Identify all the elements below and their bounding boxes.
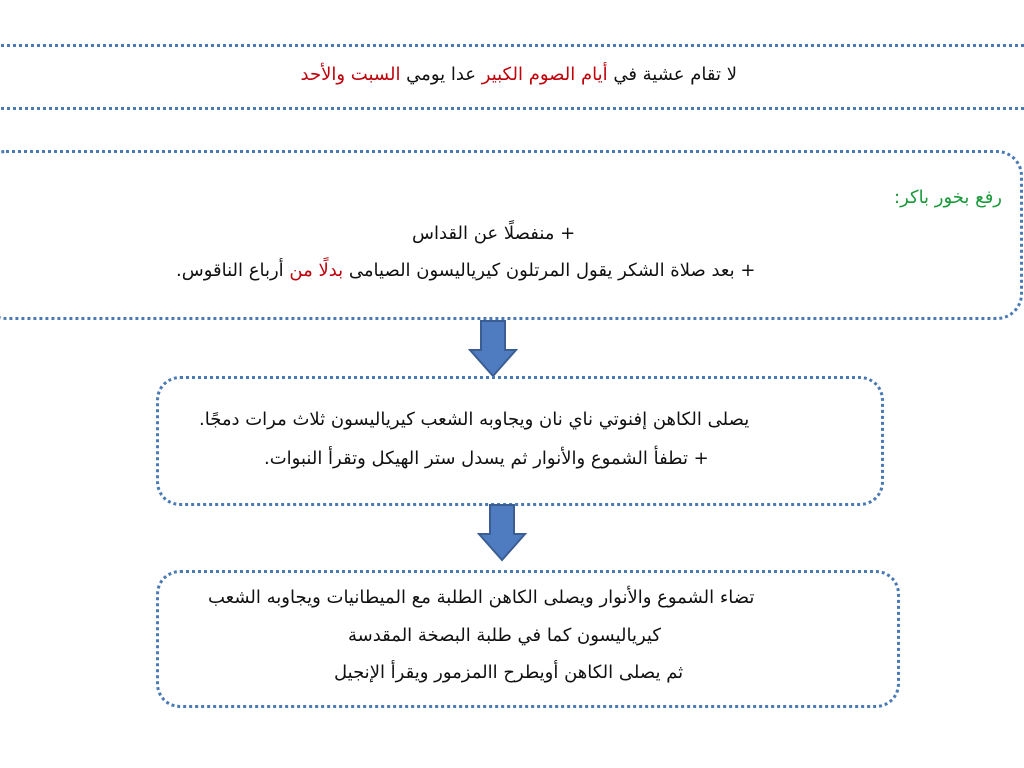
prayer-step-line2: + تطفأ الشموع والأنوار ثم يسدل ستر الهيكل وتقرأ النبوات. [264, 448, 709, 469]
morning-incense-line2-a: + بعد صلاة الشكر يقول المرتلون كيرياليسون الصيامى [343, 260, 756, 281]
prayer-step-line1: يصلى الكاهن إفنوتي ناي نان ويجاوبه الشعب كيرياليسون ثلاث مرات دمجًا. [199, 409, 750, 430]
morning-incense-title: رفع بخور باكر: [894, 187, 1002, 208]
down-arrow-icon [477, 504, 527, 562]
vespers-note-part1: لا تقام عشية في [607, 64, 737, 85]
litany-step-line1: تضاء الشموع والأنوار ويصلى الكاهن الطلبة مع الميطانيات ويجاوبه الشعب [208, 587, 755, 608]
morning-incense-line2-c: أرباع الناقوس. [176, 260, 290, 281]
vespers-note-highlight-days: السبت والأحد [300, 64, 401, 85]
vespers-note-highlight-fast: أيام الصوم الكبير [481, 64, 608, 85]
morning-incense-line2-highlight: بدلًا من [289, 260, 344, 281]
vespers-note-part3: عدا يومي [400, 64, 482, 85]
litany-step-line3: ثم يصلى الكاهن أويطرح االمزمور ويقرأ الإنجيل [334, 662, 684, 683]
down-arrow-icon [468, 320, 518, 378]
litany-step-line2: كيرياليسون كما في طلبة البصخة المقدسة [348, 625, 661, 646]
morning-incense-line1: + منفصلًا عن القداس [412, 223, 576, 244]
vespers-note-text [301, 63, 737, 87]
box-prayer-step [156, 376, 884, 506]
morning-incense-line2 [176, 259, 755, 283]
